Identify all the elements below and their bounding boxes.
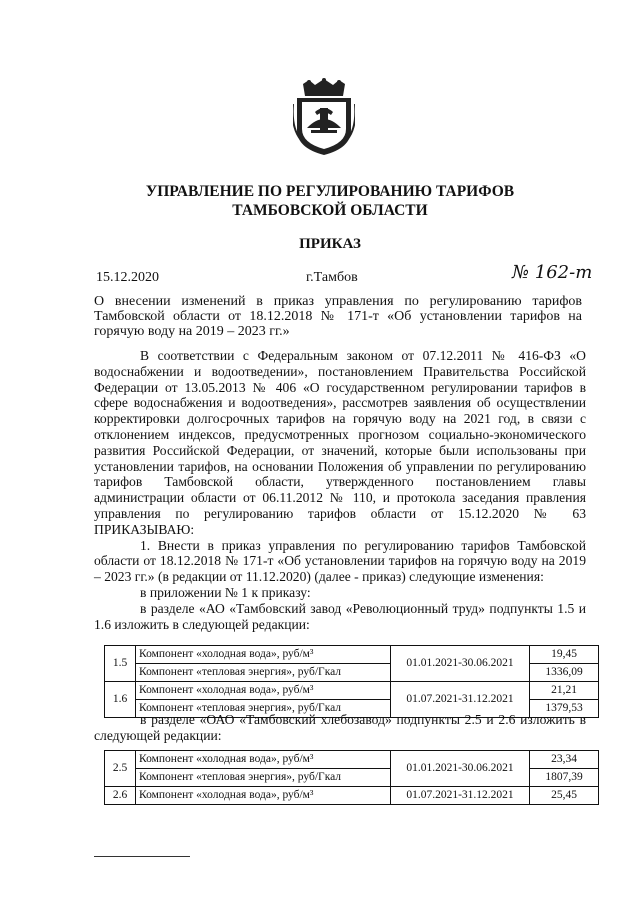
value-cold: 23,34	[530, 751, 599, 769]
section2-paragraph: в разделе «ОАО «Тамбовский хлебозавод» подпункты 2.5 и 2.6 изложить в следующей редакции:	[94, 712, 586, 743]
row-number: 1.5	[105, 646, 136, 682]
component-heat: Компонент «тепловая энергия», руб/Гкал	[136, 769, 391, 787]
doc-date: 15.12.2020	[96, 270, 159, 285]
doc-city: г.Тамбов	[306, 270, 358, 285]
appendix-paragraph: в приложении № 1 к приказу:	[140, 584, 311, 600]
period: 01.01.2021-30.06.2021	[391, 751, 530, 787]
period: 01.07.2021-31.12.2021	[391, 682, 530, 718]
value-heat: 1807,39	[530, 769, 599, 787]
doc-type-title: ПРИКАЗ	[299, 236, 361, 252]
item1-paragraph: 1. Внести в приказ управления по регулированию тарифов Тамбовской области от 18.12.2018 № 171-т «Об установлении тарифов на горячую воду на 2019 – 2023 гг.» (в редакции от 11.12.2020) (далее - приказ) следующие изменения:	[94, 537, 586, 585]
org-name-line1: УПРАВЛЕНИЕ ПО РЕГУЛИРОВАНИЮ ТАРИФОВ	[145, 183, 515, 200]
period: 01.07.2021-31.12.2021	[391, 787, 530, 805]
period: 01.01.2021-30.06.2021	[391, 646, 530, 682]
doc-number: № 162-т	[512, 262, 593, 283]
doc-subject: О внесении изменений в приказ управления по регулированию тарифов Тамбовской области от 18.12.2018 № 171-т «Об установлении тарифов на горячую воду на 2019 – 2023 гг.»	[94, 294, 582, 339]
value-heat: 1379,53	[530, 700, 599, 718]
component-cold: Компонент «холодная вода», руб/м³	[136, 646, 391, 664]
value-cold: 25,45	[530, 787, 599, 805]
doc-body	[94, 348, 586, 632]
table-row	[105, 787, 599, 805]
footnote-divider	[94, 856, 190, 857]
component-heat: Компонент «тепловая энергия», руб/Гкал	[136, 664, 391, 682]
tariff-table-1	[104, 645, 599, 718]
row-number: 1.6	[105, 682, 136, 718]
section2-block	[94, 712, 586, 744]
section1-paragraph: в разделе «АО «Тамбовский завод «Революционный труд» подпункты 1.5 и 1.6 изложить в следующей редакции:	[94, 600, 586, 632]
component-cold: Компонент «холодная вода», руб/м³	[136, 787, 391, 805]
org-name-line2: ТАМБОВСКОЙ ОБЛАСТИ	[232, 202, 428, 219]
table-row	[105, 682, 599, 700]
value-cold: 21,21	[530, 682, 599, 700]
row-number: 2.6	[105, 787, 136, 805]
component-cold: Компонент «холодная вода», руб/м³	[136, 751, 391, 769]
value-cold: 19,45	[530, 646, 599, 664]
preamble-paragraph: В соответствии с Федеральным законом от 07.12.2011 № 416-ФЗ «О водоснабжении и водоотведении», постановлением Правительства Российской Федерации от 13.05.2013 № 406 «О государственном регулировании тарифов в сфере водоснабжения и водоотведения», рассмотрев заявления об осуществлении корректировки долгосрочных тарифов на горячую воду на 2021 год, в связи с отклонением индексов, предусмотренных прогнозом социально-экономического развития Российской Федерации, от значений, которые были использованы при установлении тарифов, на основании Положения об управлении по регулированию тарифов Тамбовской области, утвержденного постановлением главы администрации области от 06.11.2012 № 110, и протокола заседания правления управления по регулированию тарифов области от 15.12.2020 № 63 ПРИКАЗЫВАЮ:	[94, 348, 586, 537]
table-row	[105, 646, 599, 664]
component-cold: Компонент «холодная вода», руб/м³	[136, 682, 391, 700]
value-heat: 1336,09	[530, 664, 599, 682]
tariff-table-2	[104, 750, 599, 805]
row-number: 2.5	[105, 751, 136, 787]
component-heat: Компонент «тепловая энергия», руб/Гкал	[136, 700, 391, 718]
coat-of-arms-emblem	[293, 78, 355, 156]
table-row	[105, 751, 599, 769]
